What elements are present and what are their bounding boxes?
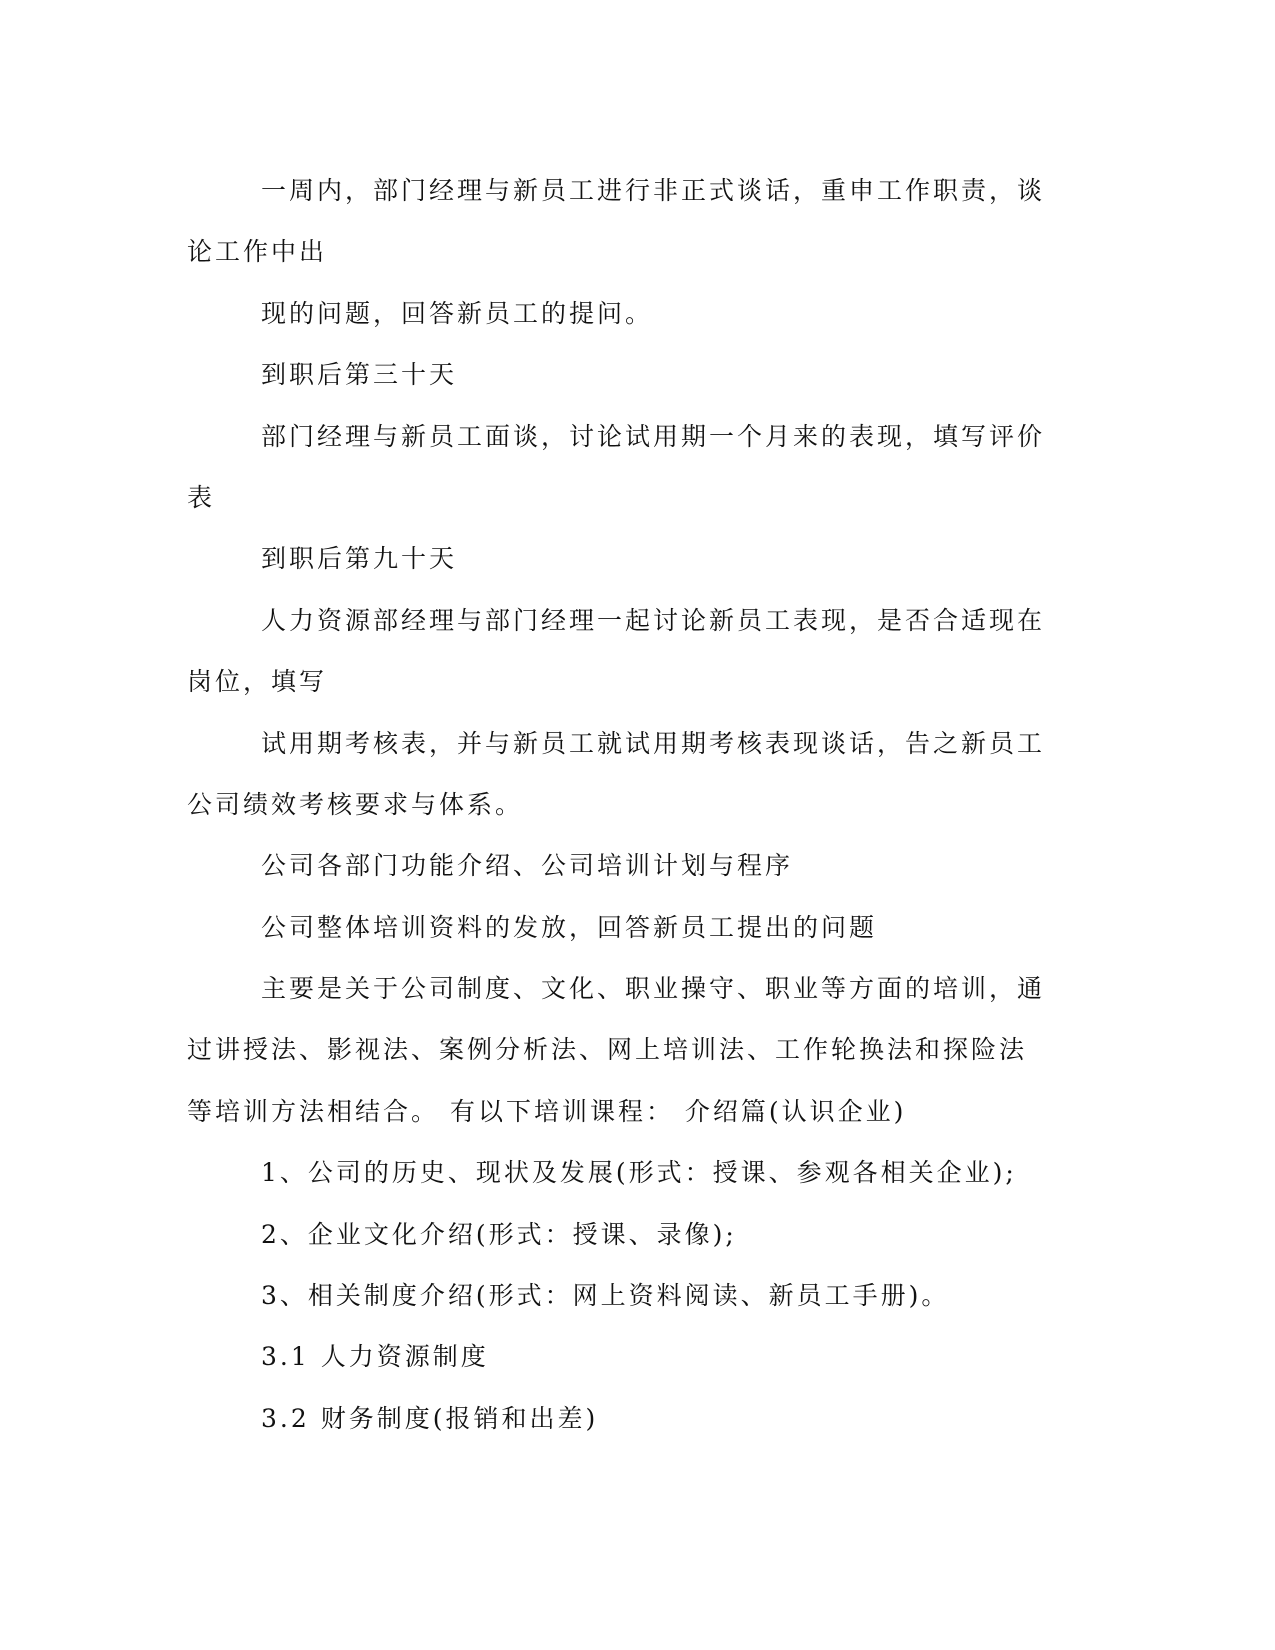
- sub-list-item: 3.1 人力资源制度: [261, 1342, 489, 1372]
- text-line: 公司各部门功能介绍、公司培训计划与程序: [261, 851, 794, 881]
- list-item: 3、相关制度介绍(形式：网上资料阅读、新员工手册)。: [261, 1281, 950, 1311]
- text-line: 岗位，填写: [187, 667, 328, 697]
- text-line: 部门经理与新员工面谈，讨论试用期一个月来的表现，填写评价: [261, 421, 1046, 451]
- text-line: 公司绩效考核要求与体系。: [187, 789, 524, 819]
- text-line: 公司整体培训资料的发放，回答新员工提出的问题: [261, 912, 878, 942]
- sub-list-item: 3.2 财务制度(报销和出差): [261, 1403, 599, 1433]
- section-heading: 到职后第三十天: [261, 360, 458, 390]
- list-item: 2、企业文化介绍(形式：授课、录像);: [261, 1219, 737, 1249]
- document-body: [187, 160, 1067, 1449]
- text-line: 主要是关于公司制度、文化、职业操守、职业等方面的培训，通: [261, 974, 1046, 1004]
- list-item: 1、公司的历史、现状及发展(形式：授课、参观各相关企业);: [261, 1158, 1017, 1188]
- text-line: 过讲授法、影视法、案例分析法、网上培训法、工作轮换法和探险法: [187, 1035, 1028, 1065]
- text-line: 一周内，部门经理与新员工进行非正式谈话，重申工作职责，谈: [261, 176, 1046, 205]
- text-line: 表: [187, 482, 216, 512]
- text-line: 试用期考核表，并与新员工就试用期考核表现谈话，告之新员工: [261, 728, 1046, 758]
- text-line: 论工作中出: [187, 237, 328, 267]
- text-line: 人力资源部经理与部门经理一起讨论新员工表现，是否合适现在: [261, 605, 1046, 635]
- section-heading: 到职后第九十天: [261, 544, 458, 574]
- text-line: 现的问题，回答新员工的提问。: [261, 298, 654, 328]
- text-line: 等培训方法相结合。 有以下培训课程： 介绍篇(认识企业): [187, 1096, 907, 1126]
